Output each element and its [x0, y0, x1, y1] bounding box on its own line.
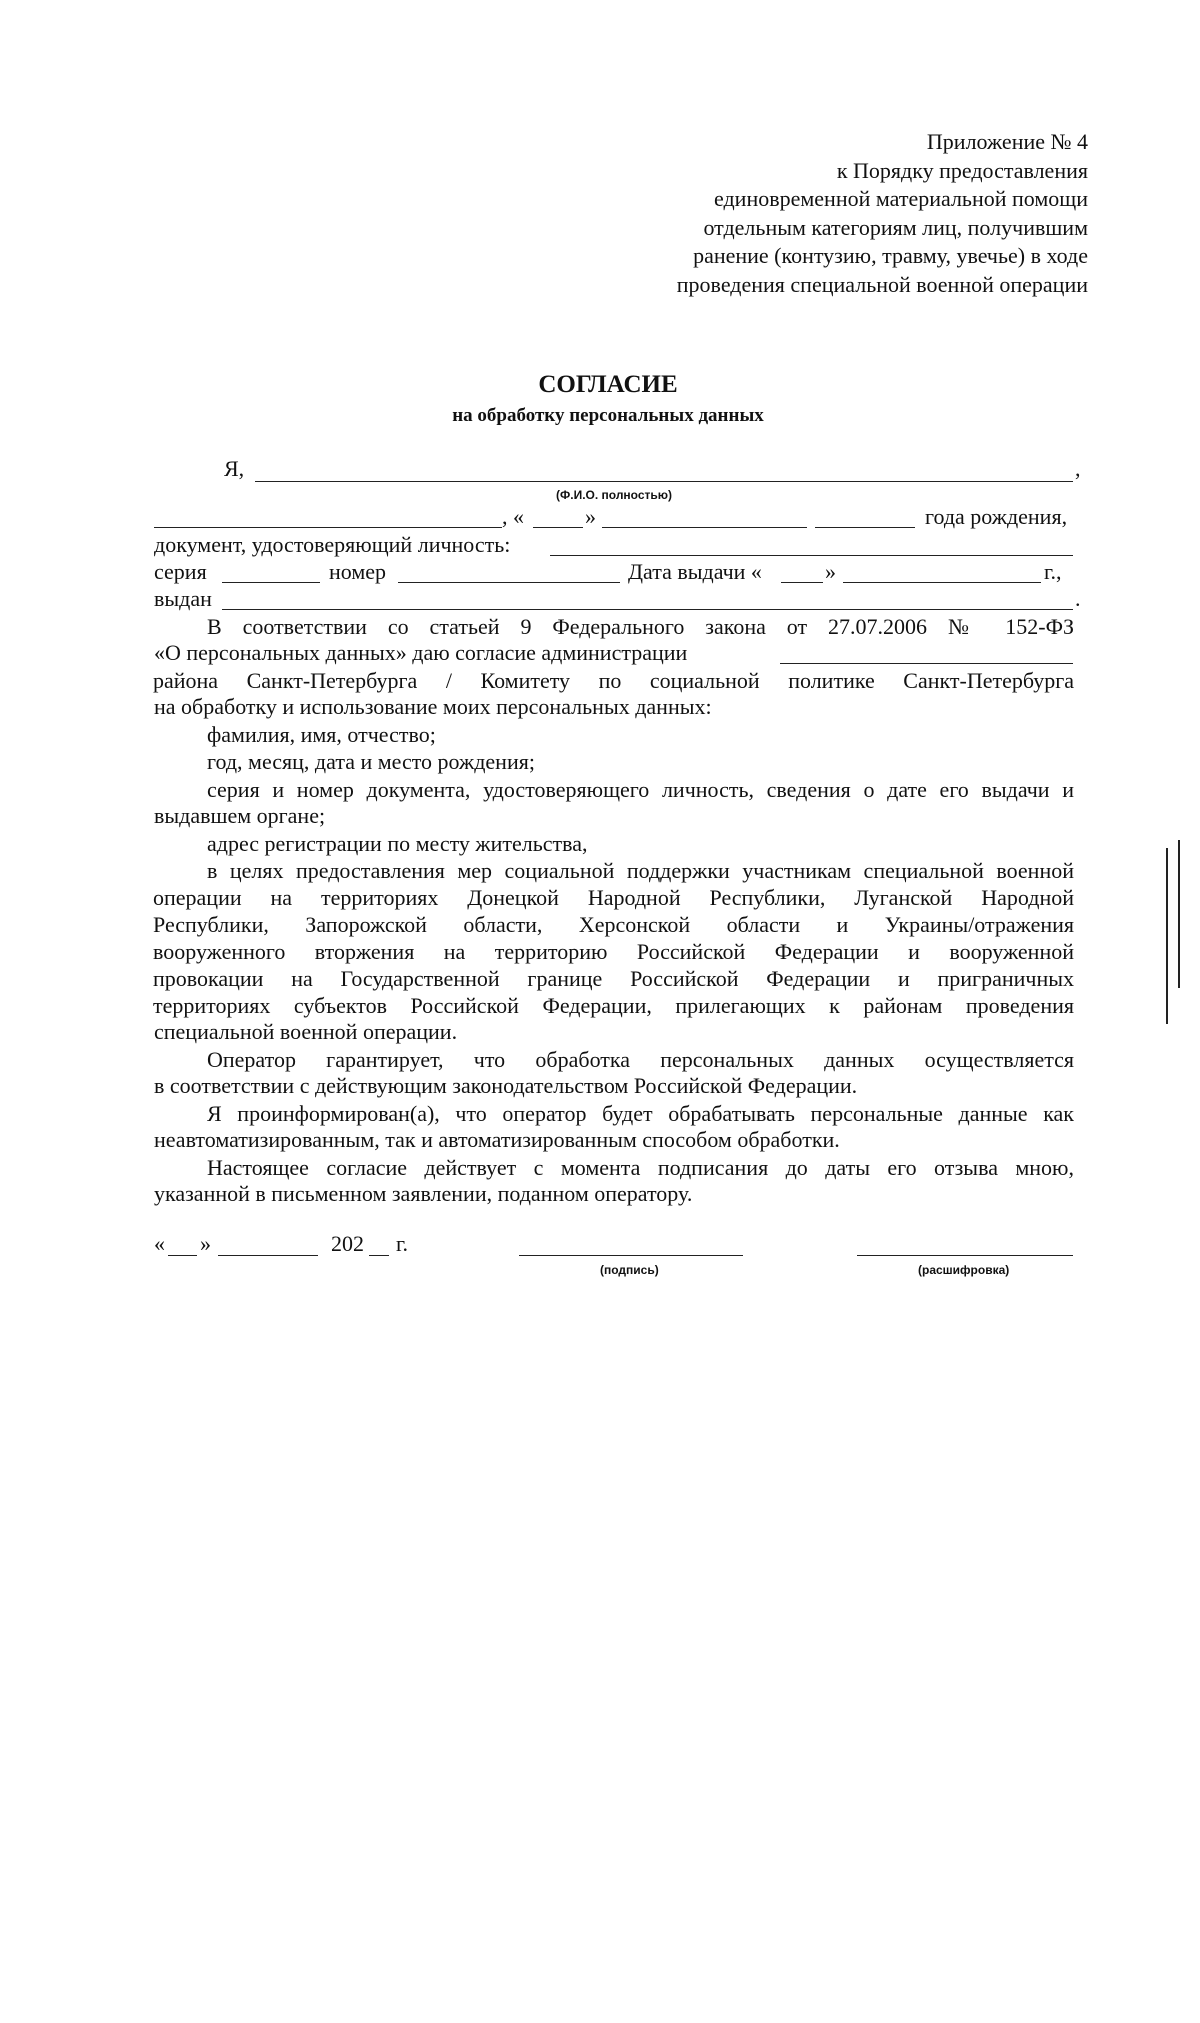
purpose-line: в целях предоставления мер социальной поддержки участникам специальной военной [207, 858, 1074, 883]
fio-comma: , [1075, 456, 1081, 481]
appendix-line: проведения специальной военной операции [676, 271, 1088, 297]
operator-line: Оператор гарантирует, что обработка персональных данных осуществляется [207, 1047, 1074, 1072]
decoding-caption: (расшифровка) [918, 1263, 1010, 1277]
appendix-line: к Порядку предоставления [836, 157, 1088, 183]
issued-label: выдан [154, 586, 212, 611]
informed-line: Я проинформирован(а), что оператор будет обрабатывать персональные данные как [207, 1101, 1074, 1126]
year-suffix: г., [1044, 559, 1062, 584]
footer-date-open: « [154, 1231, 165, 1256]
i-label: Я, [224, 456, 245, 481]
number-label: номер [329, 559, 387, 584]
administration-field[interactable] [780, 663, 1073, 664]
appendix-line: Приложение № 4 [926, 129, 1088, 154]
data-item: год, месяц, дата и место рождения; [207, 749, 535, 774]
series-label: серия [154, 559, 207, 584]
fio-caption: (Ф.И.О. полностью) [556, 488, 673, 502]
appendix-line: отдельным категориям лиц, получившим [703, 214, 1088, 240]
document-subtitle: на обработку персональных данных [452, 405, 764, 426]
birth-date-open: , « [502, 504, 524, 529]
footer-year-suffix: г. [396, 1231, 409, 1256]
footer-year-field[interactable] [369, 1255, 389, 1256]
id-doc-label: документ, удостоверяющий личность: [154, 532, 511, 557]
data-item: фамилия, имя, отчество; [207, 722, 436, 747]
validity-line: Настоящее согласие действует с момента подписания до даты его отзыва мною, [207, 1155, 1074, 1180]
decoding-field[interactable] [857, 1255, 1073, 1256]
validity-line: указанной в письменном заявлении, поданном оператору. [154, 1181, 693, 1206]
data-item: адрес регистрации по месту жительства, [207, 831, 588, 856]
para1-line: на обработку и использование моих персональных данных: [154, 694, 712, 719]
footer-month-field[interactable] [218, 1255, 318, 1256]
purpose-line: Республики, Запорожской области, Херсонской области и Украины/отражения [153, 912, 1074, 937]
issue-date-close: » [825, 559, 836, 584]
issue-date-label: Дата выдачи « [628, 559, 762, 584]
para1-line: В соответствии со статьей 9 Федерального закона от 27.07.2006 № 152-ФЗ [207, 614, 1074, 639]
birth-day-field[interactable] [533, 527, 583, 528]
purpose-line: специальной военной операции. [154, 1019, 458, 1044]
purpose-line: вооруженного вторжения на территорию Российской Федерации и вооруженной [153, 939, 1074, 964]
birth-label: года рождения, [925, 504, 1068, 529]
document-title: СОГЛАСИЕ [538, 371, 678, 398]
para1-line: «О персональных данных» даю согласие администрации [154, 640, 688, 665]
fio-continuation-field[interactable] [154, 527, 502, 528]
footer-year-prefix: 202 [331, 1231, 364, 1256]
issue-day-field[interactable] [781, 582, 823, 583]
appendix-header [488, 128, 1088, 299]
purpose-line: территориях субъектов Российской Федерации, прилегающих к районам проведения [153, 993, 1074, 1018]
birth-year-field[interactable] [815, 527, 915, 528]
issued-by-field[interactable] [222, 609, 1073, 610]
number-field[interactable] [398, 582, 620, 583]
data-item: серия и номер документа, удостоверяющего личность, сведения о дате его выдачи и [207, 777, 1074, 802]
issue-month-year-field[interactable] [843, 582, 1041, 583]
operator-line: в соответствии с действующим законодательством Российской Федерации. [154, 1073, 858, 1098]
appendix-line: ранение (контузию, травму, увечье) в ходе [693, 243, 1088, 268]
footer-day-field[interactable] [168, 1255, 197, 1256]
signature-caption: (подпись) [600, 1263, 659, 1277]
issued-period: . [1075, 586, 1081, 611]
birth-month-field[interactable] [602, 527, 807, 528]
purpose-line: провокации на Государственной границе Российской Федерации и приграничных [153, 966, 1074, 991]
margin-mark [1166, 848, 1168, 1024]
signature-field[interactable] [519, 1255, 743, 1256]
informed-line: неавтоматизированным, так и автоматизированным способом обработки. [154, 1127, 840, 1152]
series-field[interactable] [222, 582, 320, 583]
margin-mark [1178, 840, 1180, 988]
purpose-line: операции на территориях Донецкой Народной Республики, Луганской Народной [153, 885, 1074, 910]
birth-date-close: » [585, 504, 596, 529]
para1-line: района Санкт-Петербурга / Комитету по социальной политике Санкт-Петербурга [153, 668, 1074, 693]
fio-field[interactable] [255, 481, 1073, 482]
data-item: выдавшем органе; [154, 803, 326, 828]
footer-date-close: » [200, 1231, 211, 1256]
id-doc-field[interactable] [550, 555, 1073, 556]
appendix-line: единовременной материальной помощи [714, 186, 1088, 211]
